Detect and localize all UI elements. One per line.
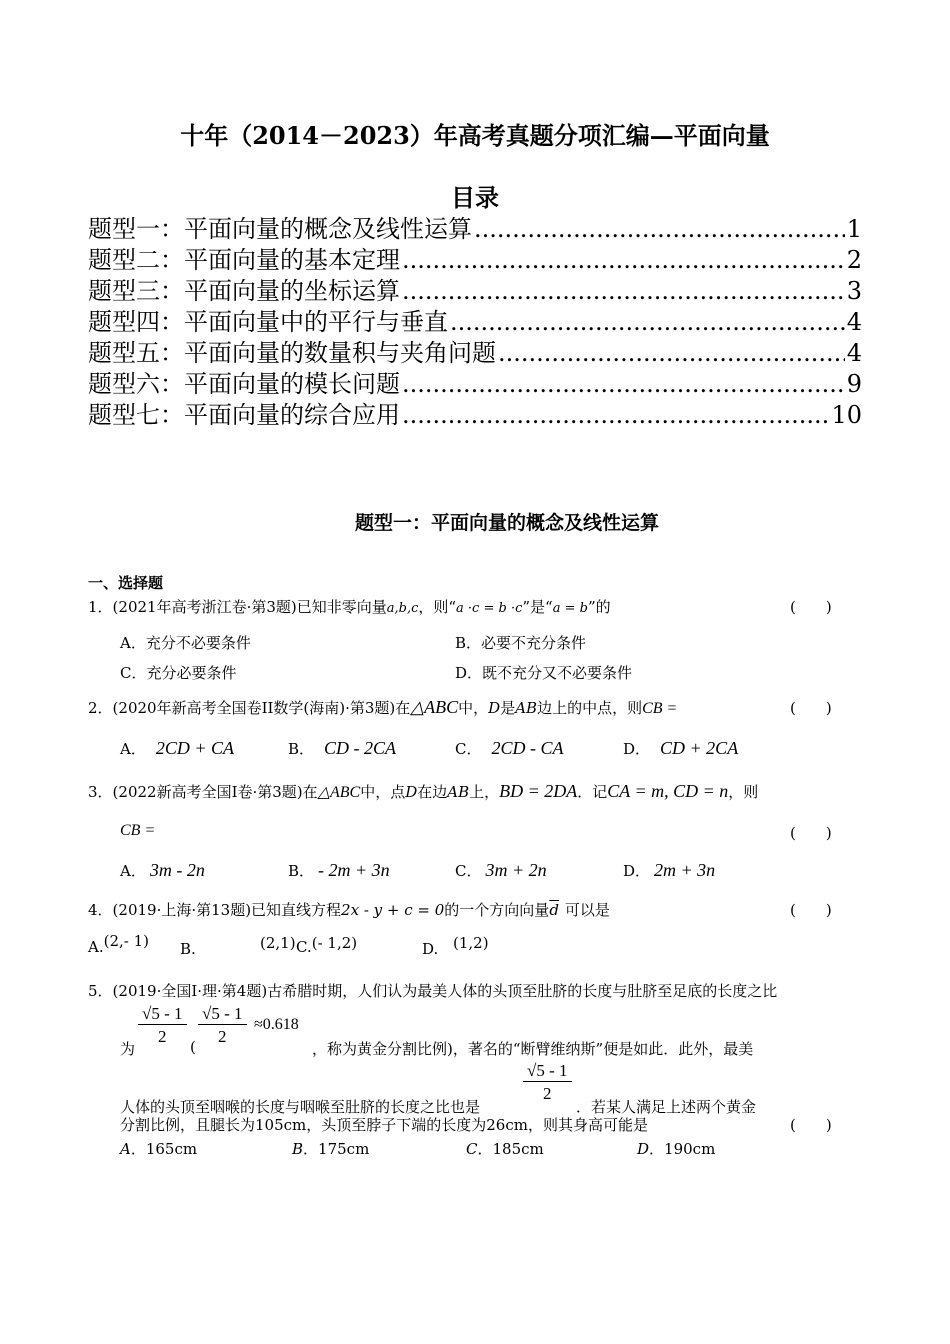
question-1-stem: 1．(2021年高考浙江卷·第3题)已知非零向量a,b,c，则“a ·c = b ·c”是“a = b”的 [88,598,611,616]
toc-leader-dots [498,338,845,368]
q4-option-d: D. [422,940,439,958]
q4-option-b-value: (2,1) [260,934,296,952]
q2-option-a: A． 2CD + CA [120,738,234,758]
q1-option-c: C．充分必要条件 [120,664,237,682]
toc-item[interactable] [88,305,862,337]
toc-item[interactable] [88,243,862,275]
golden-ratio-fraction-1: $\frac{√5 - 1}{2}$ [138,1004,187,1047]
question-5-line-3-rest: ．若某人满足上述两个黄金 [576,1098,757,1116]
golden-ratio-fraction-2: $\frac{√5 - 1}{2}$ [198,1004,247,1047]
golden-ratio-fraction-3: $\frac{√5 - 1}{2}$ [523,1061,572,1104]
toc-item-page: 3 [846,277,862,305]
question-5-line-4: 分割比例，且腿长为105cm，头顶至脖子下端的长度为26cm，则其身高可能是 [120,1116,648,1134]
toc-item[interactable] [88,398,862,430]
toc-item-page: 2 [846,246,862,274]
toc-item-page: 9 [846,370,862,398]
question-3-stem: 3．(2022新高考全国I卷·第3题)在△ABC中，点D在边AB上，BD = 2DA．记CA = m, CD = n，则 [88,781,759,801]
question-5-open-paren: ( [190,1038,196,1056]
toc-leader-dots [402,276,845,306]
toc-item[interactable] [88,274,862,306]
toc-item-label: 题型三：平面向量的坐标运算 [88,277,400,305]
toc-item-label: 题型六：平面向量的模长问题 [88,370,400,398]
q4-option-a: A.(2,- 1) [88,932,150,956]
question-5-wei: 为 [120,1040,136,1058]
q3-option-b: B． - 2m + 3n [288,860,390,880]
toc-leader-dots [402,369,845,399]
toc-item-label: 题型五：平面向量的数量积与夹角问题 [88,339,496,367]
q5-option-a: A．165cm [120,1140,198,1158]
section-subtitle: 一、选择题 [88,574,164,592]
toc-heading: 目录 [451,183,499,212]
q3-option-a: A． 3m - 2n [120,860,205,880]
toc-leader-dots [402,400,829,430]
toc-item-label: 题型七：平面向量的综合应用 [88,401,400,429]
question-3-cb: CB = [120,822,156,839]
toc-item[interactable] [88,336,862,368]
toc-leader-dots [402,245,845,275]
toc-item-page: 1 [846,215,862,243]
q2-option-d: D． CD + 2CA [623,738,739,758]
answer-paren: ( ) [790,901,832,919]
toc-leader-dots [450,307,845,337]
q4-option-b: B. [180,940,196,958]
q4-option-d-value: (1,2) [453,934,489,952]
question-5-line-1: 5．(2019·全国Ⅰ·理·第4题)古希腊时期，人们认为最美人体的头顶至肚脐的长度与肚脐至足底的长度之比 [88,982,778,1000]
toc-item-page: 10 [831,401,862,429]
q1-option-d: D．既不充分又不必要条件 [455,664,633,682]
question-5-line-3: 人体的头顶至咽喉的长度与咽喉至肚脐的长度之比也是 [120,1098,481,1116]
q5-option-c: C．185cm [466,1140,544,1158]
q2-option-b: B． CD - 2CA [288,738,397,758]
question-2-stem: 2．(2020年新高考全国卷II数学(海南)·第3题)在△ABC中，D是AB边上的中点，则CB = [88,697,678,717]
answer-paren: ( ) [790,699,832,717]
question-4-stem: 4．(2019·上海·第13题)已知直线方程2x - y + c = 0的一个方向向量$\overline{d}$ 可以是 [88,901,610,919]
answer-paren: ( ) [790,824,832,842]
toc-item-page: 4 [846,308,862,336]
q1-option-b: B．必要不充分条件 [455,634,587,652]
q3-option-c: C． 3m + 2n [455,860,547,880]
answer-paren: ( ) [790,598,832,616]
toc-leader-dots [474,214,845,244]
toc-item-label: 题型二：平面向量的基本定理 [88,246,400,274]
answer-paren: ( ) [790,1116,832,1134]
golden-ratio-approx: ≈0.618 [254,1016,299,1033]
q3-option-d: D． 2m + 3n [623,860,716,880]
question-5-line-2: ，称为黄金分割比例)，著名的“断臂维纳斯”便是如此．此外，最美 [312,1040,754,1058]
q4-option-c: C.(- 1,2) [296,934,358,956]
section-title: 题型一：平面向量的概念及线性运算 [355,512,660,534]
toc-item[interactable] [88,212,862,244]
q5-option-b: B．175cm [292,1140,370,1158]
toc-item-label: 题型四：平面向量中的平行与垂直 [88,308,448,336]
toc-item-page: 4 [846,339,862,367]
page-title: 十年（2014－2023）年高考真题分项汇编—平面向量 [180,121,770,150]
toc-item-label: 题型一：平面向量的概念及线性运算 [88,215,472,243]
q5-option-d: D．190cm [637,1140,716,1158]
q2-option-c: C． 2CD - CA [455,738,564,758]
q1-option-a: A．充分不必要条件 [120,634,251,652]
toc-item[interactable] [88,367,862,399]
